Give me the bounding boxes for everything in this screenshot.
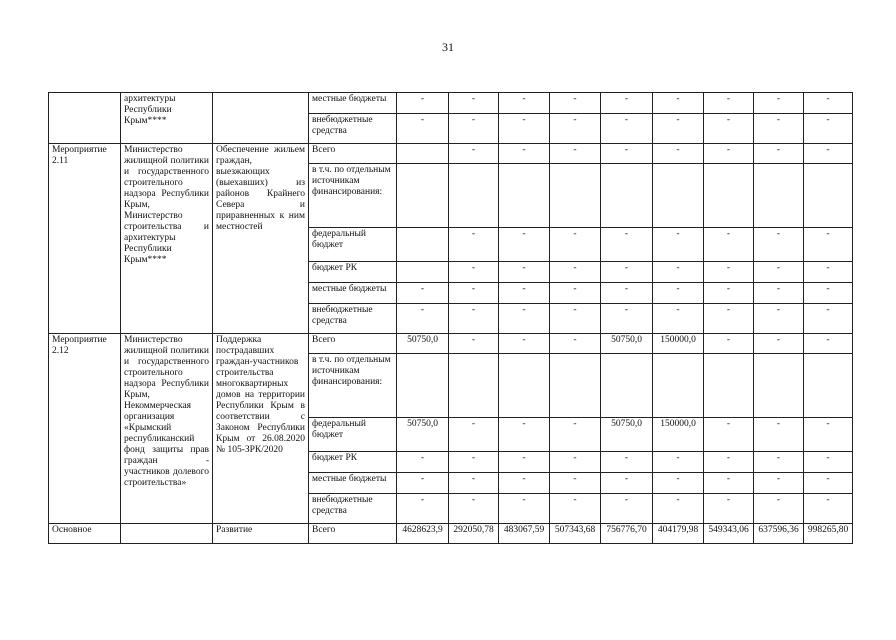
funding-source-label: в т.ч. по отдельным источникам финансирования: <box>309 354 397 418</box>
funding-source-label: местные бюджеты <box>309 473 397 494</box>
value-cell: - <box>804 473 853 494</box>
value-cell <box>804 164 853 228</box>
value-cell: - <box>653 283 704 304</box>
value-cell <box>653 164 704 228</box>
purpose-cell: Обеспечение жильем граждан, выезжающих (выехавших) из районов Крайнего Севера и приравненных к ним местностей <box>213 144 309 334</box>
funding-source-label: бюджет РК <box>309 452 397 473</box>
value-cell: - <box>449 494 499 524</box>
funding-source-label: внебюджетные средства <box>309 494 397 524</box>
funding-source-label: местные бюджеты <box>309 283 397 304</box>
value-cell: 637596,36 <box>754 524 804 544</box>
value-cell: - <box>804 283 853 304</box>
value-cell: - <box>653 114 704 144</box>
value-cell: - <box>397 494 449 524</box>
value-cell <box>704 354 754 418</box>
value-cell: - <box>550 473 601 494</box>
value-cell: - <box>704 334 754 354</box>
value-cell: - <box>550 494 601 524</box>
value-cell: - <box>754 473 804 494</box>
value-cell: - <box>754 114 804 144</box>
value-cell: - <box>550 93 601 114</box>
value-cell: - <box>653 304 704 334</box>
purpose-cell: Поддержка пострадавших граждан-участников строительства многоквартирных домов на территории Республики Крым в соответствии с Законом Республики Крым от 26.08.2020 № 105-ЗРК/2020 <box>213 334 309 524</box>
purpose-cell: Развитие <box>213 524 309 544</box>
value-cell: - <box>449 283 499 304</box>
value-cell: - <box>397 93 449 114</box>
value-cell: - <box>601 228 653 262</box>
value-cell <box>397 262 449 283</box>
value-cell: - <box>550 283 601 304</box>
value-cell: - <box>550 334 601 354</box>
table-row <box>49 524 853 544</box>
value-cell: - <box>804 418 853 452</box>
value-cell: - <box>499 334 550 354</box>
table-row <box>49 144 853 164</box>
value-cell: 150000,0 <box>653 334 704 354</box>
value-cell: 404179,98 <box>653 524 704 544</box>
activity-cell: Мероприятие 2.12 <box>49 334 121 524</box>
activity-cell: Мероприятие 2.11 <box>49 144 121 334</box>
funding-source-label: Всего <box>309 144 397 164</box>
value-cell: - <box>804 452 853 473</box>
value-cell: - <box>550 304 601 334</box>
value-cell: - <box>550 228 601 262</box>
value-cell: - <box>397 114 449 144</box>
value-cell: - <box>754 418 804 452</box>
value-cell <box>397 164 449 228</box>
value-cell: 292050,78 <box>449 524 499 544</box>
value-cell: - <box>704 283 754 304</box>
value-cell: - <box>499 144 550 164</box>
value-cell: 150000,0 <box>653 418 704 452</box>
value-cell: - <box>754 494 804 524</box>
value-cell: - <box>804 334 853 354</box>
value-cell: - <box>601 144 653 164</box>
funding-source-label: Всего <box>309 524 397 544</box>
value-cell: - <box>653 452 704 473</box>
value-cell: - <box>653 473 704 494</box>
value-cell: - <box>704 114 754 144</box>
funding-source-label: внебюджетные средства <box>309 304 397 334</box>
value-cell <box>804 354 853 418</box>
value-cell: 4628623,9 <box>397 524 449 544</box>
executor-cell: Министерство жилищной политики и государственного строительного надзора Республики Крым, Министерство строительства и архитектуры Республики Крым**** <box>121 144 213 334</box>
value-cell: - <box>601 262 653 283</box>
value-cell: - <box>754 144 804 164</box>
purpose-cell <box>213 93 309 144</box>
value-cell: - <box>550 114 601 144</box>
value-cell: - <box>449 262 499 283</box>
value-cell: - <box>804 144 853 164</box>
value-cell <box>601 164 653 228</box>
value-cell: - <box>499 494 550 524</box>
value-cell <box>754 164 804 228</box>
value-cell: - <box>449 452 499 473</box>
value-cell <box>754 354 804 418</box>
value-cell: - <box>550 418 601 452</box>
value-cell <box>601 354 653 418</box>
executor-cell <box>121 524 213 544</box>
value-cell: - <box>449 93 499 114</box>
value-cell: 507343,68 <box>550 524 601 544</box>
value-cell: - <box>704 262 754 283</box>
value-cell: - <box>804 93 853 114</box>
funding-source-label: Всего <box>309 334 397 354</box>
value-cell: - <box>754 452 804 473</box>
value-cell: - <box>397 452 449 473</box>
activity-cell <box>49 93 121 144</box>
executor-cell: Министерство жилищной политики и государственного строительного надзора Республики Крым, Некоммерческая организация «Крымский республиканский фонд защиты прав граждан - участников долевого строительства» <box>121 334 213 524</box>
value-cell: - <box>550 144 601 164</box>
value-cell: - <box>550 452 601 473</box>
value-cell: - <box>397 473 449 494</box>
value-cell: - <box>601 473 653 494</box>
value-cell: - <box>499 418 550 452</box>
value-cell: - <box>499 93 550 114</box>
value-cell: - <box>499 452 550 473</box>
value-cell: - <box>704 452 754 473</box>
value-cell <box>550 164 601 228</box>
funding-source-label: федеральный бюджет <box>309 228 397 262</box>
executor-cell: архитектуры Республики Крым**** <box>121 93 213 144</box>
value-cell <box>397 354 449 418</box>
value-cell: - <box>704 494 754 524</box>
table-row <box>49 334 853 354</box>
value-cell: - <box>804 304 853 334</box>
value-cell <box>704 164 754 228</box>
value-cell: - <box>704 144 754 164</box>
value-cell: - <box>804 262 853 283</box>
value-cell: - <box>601 283 653 304</box>
value-cell: - <box>449 228 499 262</box>
value-cell: - <box>704 228 754 262</box>
value-cell: - <box>499 228 550 262</box>
value-cell: - <box>754 262 804 283</box>
value-cell <box>449 354 499 418</box>
value-cell <box>653 354 704 418</box>
value-cell: 483067,59 <box>499 524 550 544</box>
value-cell: 756776,70 <box>601 524 653 544</box>
value-cell: - <box>653 262 704 283</box>
funding-source-label: внебюджетные средства <box>309 114 397 144</box>
value-cell: - <box>601 452 653 473</box>
funding-source-label: местные бюджеты <box>309 93 397 114</box>
value-cell: - <box>704 93 754 114</box>
value-cell: - <box>449 144 499 164</box>
value-cell: - <box>449 473 499 494</box>
value-cell: - <box>653 144 704 164</box>
value-cell: 50750,0 <box>397 418 449 452</box>
value-cell: - <box>653 494 704 524</box>
value-cell: - <box>704 304 754 334</box>
value-cell <box>397 144 449 164</box>
value-cell: - <box>449 304 499 334</box>
value-cell: - <box>499 283 550 304</box>
budget-table <box>48 92 853 544</box>
value-cell: - <box>804 494 853 524</box>
funding-source-label: федеральный бюджет <box>309 418 397 452</box>
value-cell: - <box>449 114 499 144</box>
value-cell: 50750,0 <box>397 334 449 354</box>
value-cell <box>499 164 550 228</box>
value-cell: - <box>397 304 449 334</box>
value-cell: 998265,80 <box>804 524 853 544</box>
value-cell: - <box>550 262 601 283</box>
value-cell: - <box>804 114 853 144</box>
page-number: 31 <box>442 40 454 54</box>
value-cell: 50750,0 <box>601 334 653 354</box>
value-cell: - <box>601 304 653 334</box>
value-cell: - <box>754 304 804 334</box>
value-cell: - <box>397 283 449 304</box>
value-cell: - <box>449 418 499 452</box>
value-cell: - <box>704 418 754 452</box>
value-cell: - <box>499 473 550 494</box>
value-cell: - <box>754 228 804 262</box>
value-cell: - <box>499 262 550 283</box>
value-cell: - <box>653 93 704 114</box>
value-cell: - <box>754 93 804 114</box>
funding-source-label: бюджет РК <box>309 262 397 283</box>
value-cell: 549343,06 <box>704 524 754 544</box>
funding-source-label: в т.ч. по отдельным источникам финансирования: <box>309 164 397 228</box>
value-cell <box>397 228 449 262</box>
value-cell: - <box>601 114 653 144</box>
value-cell: - <box>704 473 754 494</box>
value-cell <box>550 354 601 418</box>
value-cell: 50750,0 <box>601 418 653 452</box>
value-cell: - <box>499 114 550 144</box>
value-cell <box>499 354 550 418</box>
value-cell: - <box>804 228 853 262</box>
value-cell: - <box>449 334 499 354</box>
activity-cell: Основное <box>49 524 121 544</box>
value-cell <box>449 164 499 228</box>
table-row <box>49 93 853 114</box>
value-cell: - <box>754 283 804 304</box>
value-cell: - <box>754 334 804 354</box>
value-cell: - <box>499 304 550 334</box>
value-cell: - <box>601 494 653 524</box>
value-cell: - <box>653 228 704 262</box>
value-cell: - <box>601 93 653 114</box>
